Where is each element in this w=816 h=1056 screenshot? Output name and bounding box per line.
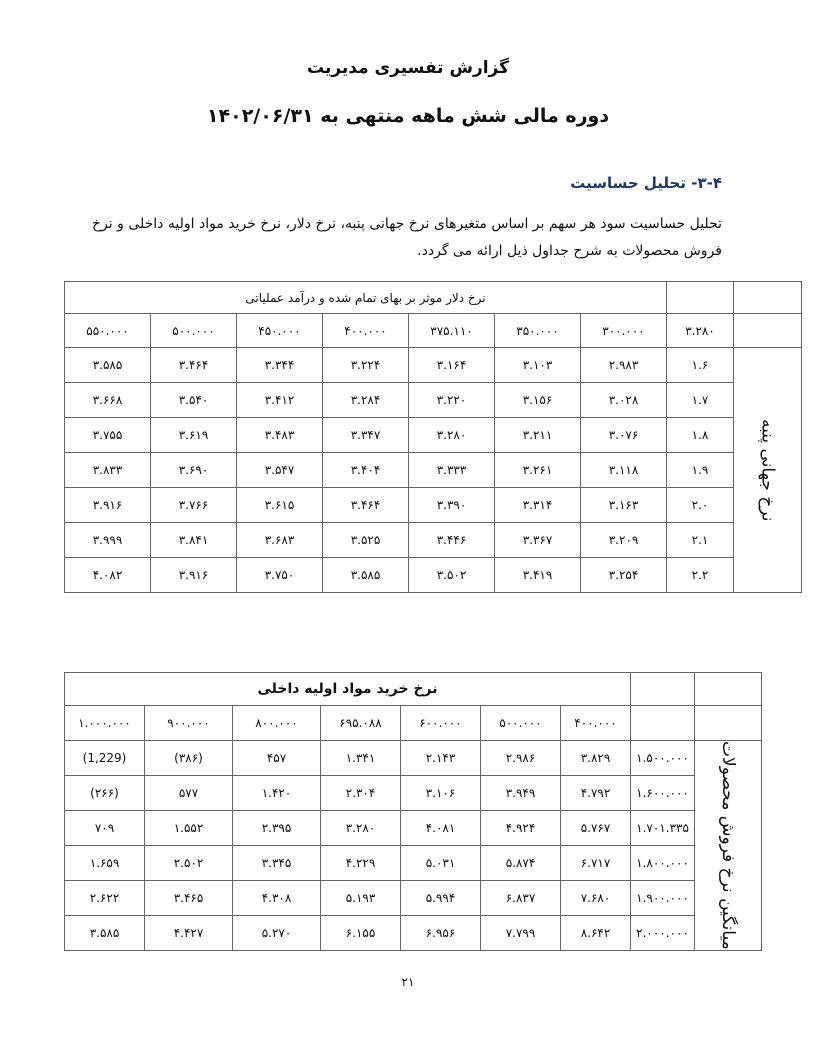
table-cell: ۴.۴۲۷ <box>145 915 233 950</box>
sensitivity-table-material-sales <box>64 672 762 951</box>
table-cell: ۳.۳۶۷ <box>495 523 581 558</box>
sensitivity-table-dollar-cotton <box>64 281 802 593</box>
table-cell: ۱.۹ <box>667 453 734 488</box>
table-cell: ۳.۶۶۸ <box>65 383 151 418</box>
table-cell: ۳.۵۴۰ <box>151 383 237 418</box>
table-row <box>65 558 802 593</box>
table-cell: ۳.۳۱۴ <box>495 488 581 523</box>
table-row <box>65 775 762 810</box>
table-cell: ۳.۲۲۰ <box>409 383 495 418</box>
table-cell: ۳.۲۸۰ <box>409 418 495 453</box>
table-cell: ۳.۲۸۴ <box>323 383 409 418</box>
table-cell: ۳.۴۱۹ <box>495 558 581 593</box>
corner-cell <box>631 673 695 706</box>
table-cell: ۳.۵۸۵ <box>323 558 409 593</box>
table-cell: ۱.۸۰۰.۰۰۰ <box>631 845 695 880</box>
table-caption: نرخ دلار موثر بر بهای تمام شده و درآمد عملیاتی <box>245 290 486 305</box>
table-cell: ۳.۱۶۴ <box>409 348 495 383</box>
table-cell: ۷.۶۸۰ <box>561 880 631 915</box>
table-cell: ۶.۹۵۶ <box>401 915 481 950</box>
table-cell: ۴.۷۹۲ <box>561 775 631 810</box>
report-title: گزارش تفسیری مدیریت <box>306 58 510 78</box>
table-cell: ۲.۲ <box>667 558 734 593</box>
table-cell: ۳.۹۱۶ <box>65 488 151 523</box>
table-cell: ۳.۳۴۴ <box>237 348 323 383</box>
table-cell: ۳.۳۴۷ <box>323 418 409 453</box>
table-cell: ۳.۴۱۲ <box>237 383 323 418</box>
table-cell: ۳.۳۴۵ <box>233 845 321 880</box>
table-cell: ۳.۴۶۵ <box>145 880 233 915</box>
table-row <box>65 383 802 418</box>
table-cell: ۳.۵۸۵ <box>65 915 145 950</box>
table-cell: ۳.۱۰۶ <box>401 775 481 810</box>
table-row <box>65 880 762 915</box>
column-header: ۸۰۰.۰۰۰ <box>233 706 321 741</box>
table-cell: ۳.۲۰۹ <box>581 523 667 558</box>
table-cell: ۲.۳۰۴ <box>321 775 401 810</box>
table-row <box>65 453 802 488</box>
table-cell: ۳.۴۴۶ <box>409 523 495 558</box>
table-cell: ۶.۱۵۵ <box>321 915 401 950</box>
table-cell: ۳.۵۰۲ <box>409 558 495 593</box>
table-cell: ۳.۴۶۴ <box>151 348 237 383</box>
table-cell: ۳.۱۵۶ <box>495 383 581 418</box>
table-cell: ۱.۳۴۱ <box>321 741 401 776</box>
table-cell: ۷.۷۹۹ <box>481 915 561 950</box>
table-cell: ۲.۳۹۵ <box>233 810 321 845</box>
corner-cell <box>667 282 734 314</box>
table-row <box>65 845 762 880</box>
table-row <box>65 488 802 523</box>
table-cell: ۴.۰۸۲ <box>65 558 151 593</box>
table-cell: ۳.۳۳۳ <box>409 453 495 488</box>
column-header: ۳۷۵.۱۱۰ <box>409 314 495 348</box>
column-header: ۹۰۰.۰۰۰ <box>145 706 233 741</box>
side-label: میانگین نرخ فروش محصولات <box>718 741 739 950</box>
table-cell: ۵۷۷ <box>145 775 233 810</box>
table-cell: ۱.۵۵۲ <box>145 810 233 845</box>
corner-cell <box>734 282 802 314</box>
table-cell: ۵.۹۹۴ <box>401 880 481 915</box>
table-cell: ۷۰۹ <box>65 810 145 845</box>
column-header <box>631 706 695 741</box>
table-cell: ۲.۶۲۲ <box>65 880 145 915</box>
table-cell: ۵.۲۷۰ <box>233 915 321 950</box>
table-header-row <box>65 706 762 741</box>
table-cell: ۳.۱۱۸ <box>581 453 667 488</box>
table-cell: ۳.۲۶۱ <box>495 453 581 488</box>
table-cell: ۳.۹۱۶ <box>151 558 237 593</box>
table-cell: ۱.۵۰۰.۰۰۰ <box>631 741 695 776</box>
table-cell: ۳.۶۸۳ <box>237 523 323 558</box>
table-cell: ۳.۴۶۴ <box>323 488 409 523</box>
table-cell: ۵.۱۹۳ <box>321 880 401 915</box>
table-cell: ۴.۳۰۸ <box>233 880 321 915</box>
table-cell: ۳.۰۲۸ <box>581 383 667 418</box>
table-cell: ۳.۲۲۴ <box>323 348 409 383</box>
column-header: ۳۵۰.۰۰۰ <box>495 314 581 348</box>
table-row <box>65 915 762 950</box>
page-number: ۲۱ <box>401 975 415 989</box>
table-cell: ۱.۷۰۱.۳۳۵ <box>631 810 695 845</box>
table-header-row <box>65 314 802 348</box>
table-cell: ۲.۱ <box>667 523 734 558</box>
table-cell: ۶.۷۱۷ <box>561 845 631 880</box>
table-caption-row <box>65 673 762 706</box>
table-cell: ۸.۶۴۲ <box>561 915 631 950</box>
table-cell: ۳.۸۳۳ <box>65 453 151 488</box>
table-cell: ۳.۵۴۷ <box>237 453 323 488</box>
table-cell: ۶.۸۳۷ <box>481 880 561 915</box>
table-cell: ۳.۷۶۶ <box>151 488 237 523</box>
table-cell: ۳.۵۸۵ <box>65 348 151 383</box>
table-cell: ۵.۷۶۷ <box>561 810 631 845</box>
column-header: ۳.۲۸۰ <box>667 314 734 348</box>
section-heading: ۳-۴- تحلیل حساسیت <box>570 174 722 192</box>
side-label-cell <box>734 348 802 593</box>
column-header: ۴۰۰.۰۰۰ <box>561 706 631 741</box>
column-header: ۴۰۰.۰۰۰ <box>323 314 409 348</box>
table-cell: ۳.۹۴۹ <box>481 775 561 810</box>
table-cell: ۲.۹۸۶ <box>481 741 561 776</box>
table-row <box>65 741 762 776</box>
table-cell: ۳.۴۰۴ <box>323 453 409 488</box>
table-row <box>65 418 802 453</box>
table-cell: ۱.۶۵۹ <box>65 845 145 880</box>
table-row <box>65 348 802 383</box>
section-paragraph: تحلیل حساسیت سود هر سهم بر اساس متغیرهای نرخ جهانی پنبه، نرخ دلار، نرخ خرید مواد اولیه داخلی و نرخ فروش محصولات به شرح جداول ذیل ارائه می گردد. <box>92 216 722 259</box>
table-cell: ۳.۷۵۰ <box>237 558 323 593</box>
table-cell: ۱.۴۲۰ <box>233 775 321 810</box>
table-cell: ۲.۰۰۰.۰۰۰ <box>631 915 695 950</box>
table-caption-row <box>65 282 802 314</box>
table-cell: ۳.۲۱۱ <box>495 418 581 453</box>
corner-cell <box>734 314 802 348</box>
table-cell: ۴.۹۲۴ <box>481 810 561 845</box>
table-cell: ۵.۰۳۱ <box>401 845 481 880</box>
table-cell: ۲.۰ <box>667 488 734 523</box>
column-header: ۶۹۵.۰۸۸ <box>321 706 401 741</box>
table-cell: ۳.۶۱۵ <box>237 488 323 523</box>
table-cell: ۳.۶۱۹ <box>151 418 237 453</box>
table-cell: ۴.۲۲۹ <box>321 845 401 880</box>
column-header: ۵۵۰.۰۰۰ <box>65 314 151 348</box>
table-cell: ۳.۸۲۹ <box>561 741 631 776</box>
table-cell: ۲.۱۴۳ <box>401 741 481 776</box>
table-cell: ۱.۶۰۰.۰۰۰ <box>631 775 695 810</box>
column-header: ۱.۰۰۰.۰۰۰ <box>65 706 145 741</box>
table-cell: ۲.۵۰۲ <box>145 845 233 880</box>
table-row <box>65 523 802 558</box>
corner-cell <box>695 673 762 706</box>
side-label: نرخ جهانی پنبه <box>757 418 778 522</box>
table-cell: ۳.۰۷۶ <box>581 418 667 453</box>
corner-cell <box>695 706 762 741</box>
table-cell: ۵.۸۷۴ <box>481 845 561 880</box>
table-cell: ۳.۱۰۳ <box>495 348 581 383</box>
column-header: ۶۰۰.۰۰۰ <box>401 706 481 741</box>
table-cell: ۳.۵۲۵ <box>323 523 409 558</box>
table-cell: ۱.۷ <box>667 383 734 418</box>
table-cell: ۳.۲۸۰ <box>321 810 401 845</box>
table-cell: ۱.۹۰۰.۰۰۰ <box>631 880 695 915</box>
table-cell: (۳۸۶) <box>145 741 233 776</box>
table-caption-cell <box>65 673 631 706</box>
table-cell: ۳.۴۸۳ <box>237 418 323 453</box>
column-header: ۵۰۰.۰۰۰ <box>481 706 561 741</box>
table-cell: ۳.۹۹۹ <box>65 523 151 558</box>
table-cell: ۳.۶۹۰ <box>151 453 237 488</box>
table-cell: ۳.۷۵۵ <box>65 418 151 453</box>
table-cell: ۳.۲۵۴ <box>581 558 667 593</box>
column-header: ۵۰۰.۰۰۰ <box>151 314 237 348</box>
table-cell: ۴۵۷ <box>233 741 321 776</box>
table-cell: ۳.۳۹۰ <box>409 488 495 523</box>
report-period: دوره مالی شش ماهه منتهی به ۱۴۰۲/۰۶/۳۱ <box>206 105 610 127</box>
table-cell: ۳.۸۴۱ <box>151 523 237 558</box>
table-cell: ۲.۹۸۳ <box>581 348 667 383</box>
table-cell: ۱.۶ <box>667 348 734 383</box>
column-header: ۴۵۰.۰۰۰ <box>237 314 323 348</box>
table-cell: ۳.۱۶۳ <box>581 488 667 523</box>
table-caption: نرخ خرید مواد اولیه داخلی <box>257 681 438 697</box>
side-label-cell <box>695 741 762 951</box>
table-cell: (1,229) <box>65 741 145 776</box>
column-header: ۳۰۰.۰۰۰ <box>581 314 667 348</box>
table-row <box>65 810 762 845</box>
table-cell: ۴.۰۸۱ <box>401 810 481 845</box>
table-caption-cell <box>65 282 667 314</box>
table-cell: ۱.۸ <box>667 418 734 453</box>
table-cell: (۲۶۶) <box>65 775 145 810</box>
